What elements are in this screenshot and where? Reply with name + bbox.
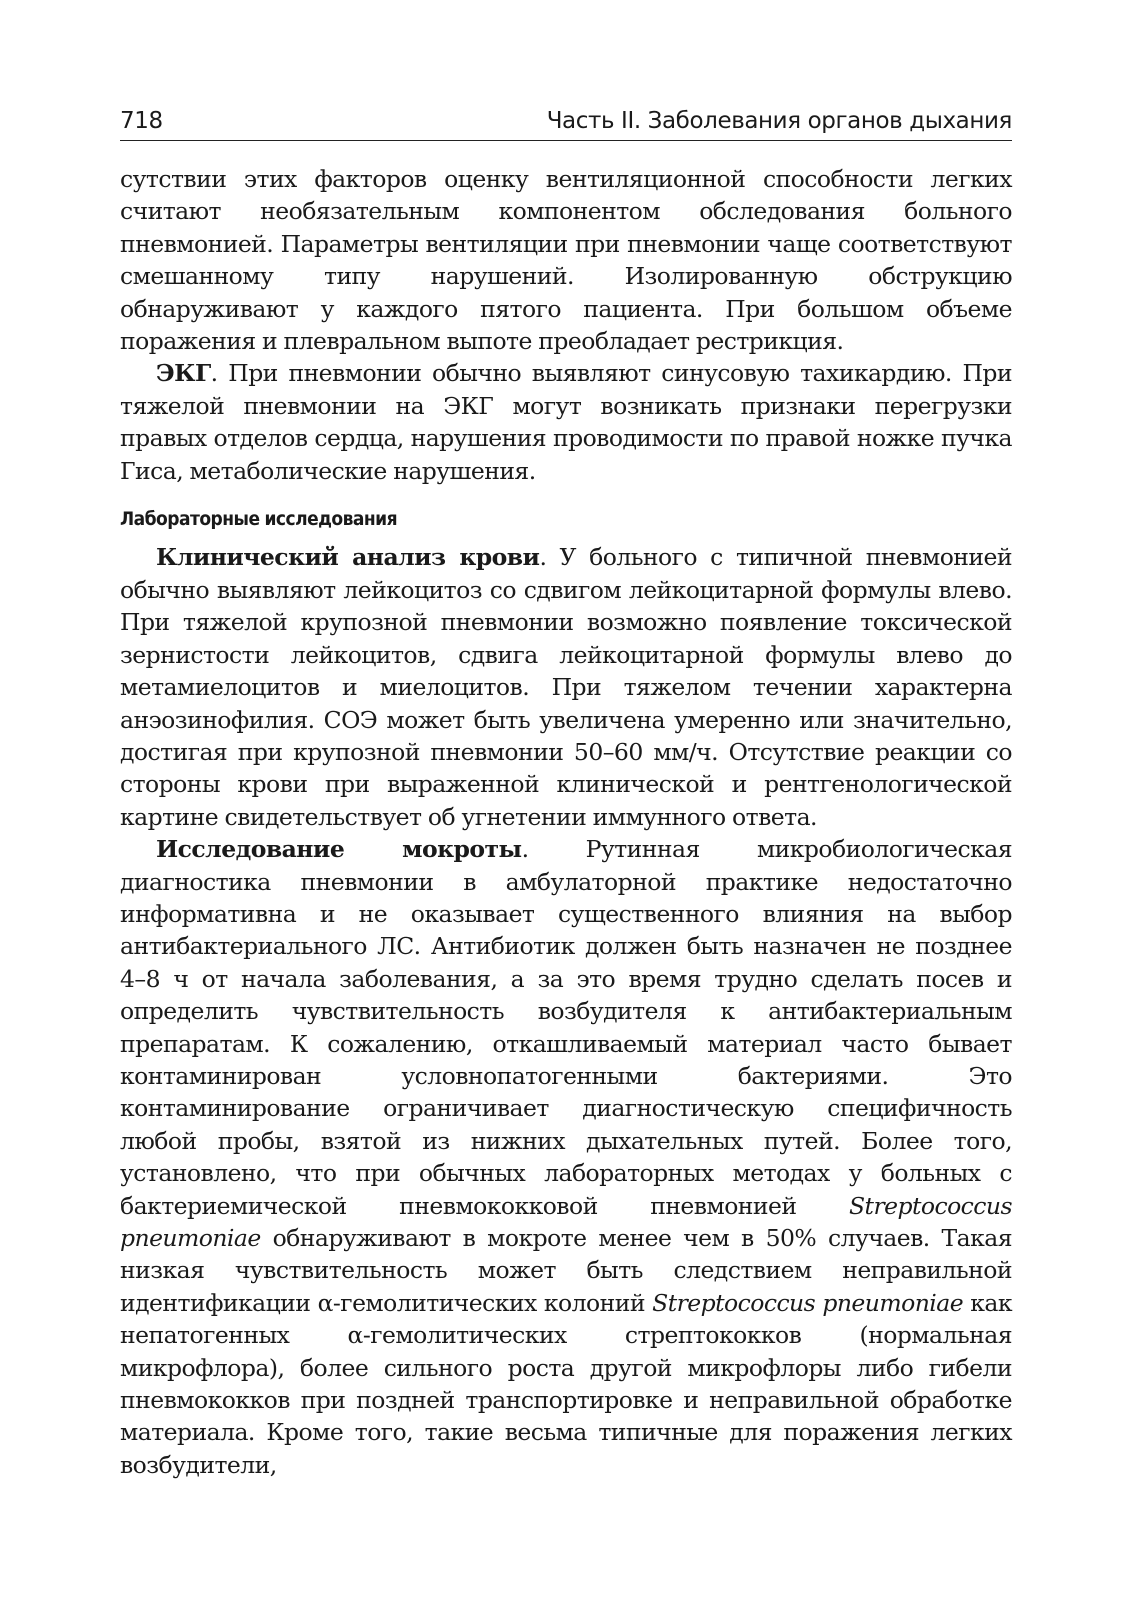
paragraph-ecg	[120, 357, 1012, 487]
paragraph-text: . У больного с типичной пневмонией обычно выявляют лейкоцитоз со сдвигом лейкоцитарной формулы влево. При тяжелой крупозной пневмонии возможно появление токсической зернистости лейкоцитов, сдвига лейкоцитарной формулы влево до метамиелоцитов и миелоцитов. При тяжелом течении характерна анэозинофилия. СОЭ может быть увеличена умеренно или значительно, достигая при крупозной пневмонии 50–60 мм/ч. Отсутствие реакции со стороны крови при выраженной клинической и рентгенологической картине свидетельствует об угнетении иммунного ответа.	[120, 543, 1012, 831]
paragraph-sputum	[120, 833, 1012, 1481]
paragraph-text: как непатогенных α-гемолитических стрептококков (нормальная микрофлора), более сильного роста другой микрофлоры либо гибели пневмококков при поздней транспортировке и неправильной обработке материала. Кроме того, такие весьма типичные для поражения легких возбудители,	[120, 1288, 1013, 1479]
paragraph-text: сутствии этих факторов оценку вентиляционной способности легких считают необязательным компонентом обследования больного пневмонией. Параметры вентиляции при пневмонии чаще соответствуют смешанному типу нарушений. Изолированную обструкцию обнаруживают у каждого пятого пациента. При большом объеме поражения и плевральном выпоте преобладает рестрикция.	[120, 165, 1012, 356]
paragraph-lead: ЭКГ	[156, 359, 211, 388]
paragraph-blood-analysis	[120, 541, 1012, 833]
paragraph-text: . При пневмонии обычно выявляют синусовую тахикардию. При тяжелой пневмонии на ЭКГ могут возникать признаки перегрузки правых отделов сердца, нарушения проводимости по правой ножке пучка Гиса, метаболические нарушения.	[120, 359, 1012, 485]
running-head	[120, 108, 1012, 141]
paragraph-lead: Исследование мокроты	[156, 835, 522, 864]
paragraph-text: . Рутинная микробиологическая диагностика пневмонии в амбулаторной практике недостаточно информативна и не оказывает существенного влияния на выбор антибактериального ЛС. Антибиотик должен быть назначен не позднее 4–8 ч от начала заболевания, а за это время трудно сделать посев и определить чувствительность возбудителя к антибактериальным препаратам. К сожалению, откашливаемый материал часто бывает контаминирован условнопатогенными бактериями. Это контаминирование ограничивает диагностическую специфичность любой пробы, взятой из нижних дыхательных путей. Более того, установлено, что при обычных лабораторных методах у больных с бактериемической пневмококковой пневмонией	[120, 835, 1012, 1220]
species-name: Streptococcus pneumoniae	[120, 1191, 1012, 1252]
body-text	[120, 163, 1012, 1481]
paragraph-text: обнаруживают в мокроте менее чем в 50% случаев. Такая низкая чувствительность может быть следствием неправильной идентификации α-гемолитических колоний	[120, 1224, 1012, 1317]
running-title: Часть II. Заболевания органов дыхания	[546, 108, 1012, 134]
paragraph-lead: Клинический анализ крови	[156, 543, 540, 572]
section-heading: Лабораторные исследования	[120, 508, 398, 531]
species-name: Streptococcus pneumoniae	[652, 1288, 964, 1317]
book-page	[120, 108, 1012, 1481]
paragraph-ventilation	[120, 163, 1012, 357]
page-number: 718	[120, 108, 163, 134]
